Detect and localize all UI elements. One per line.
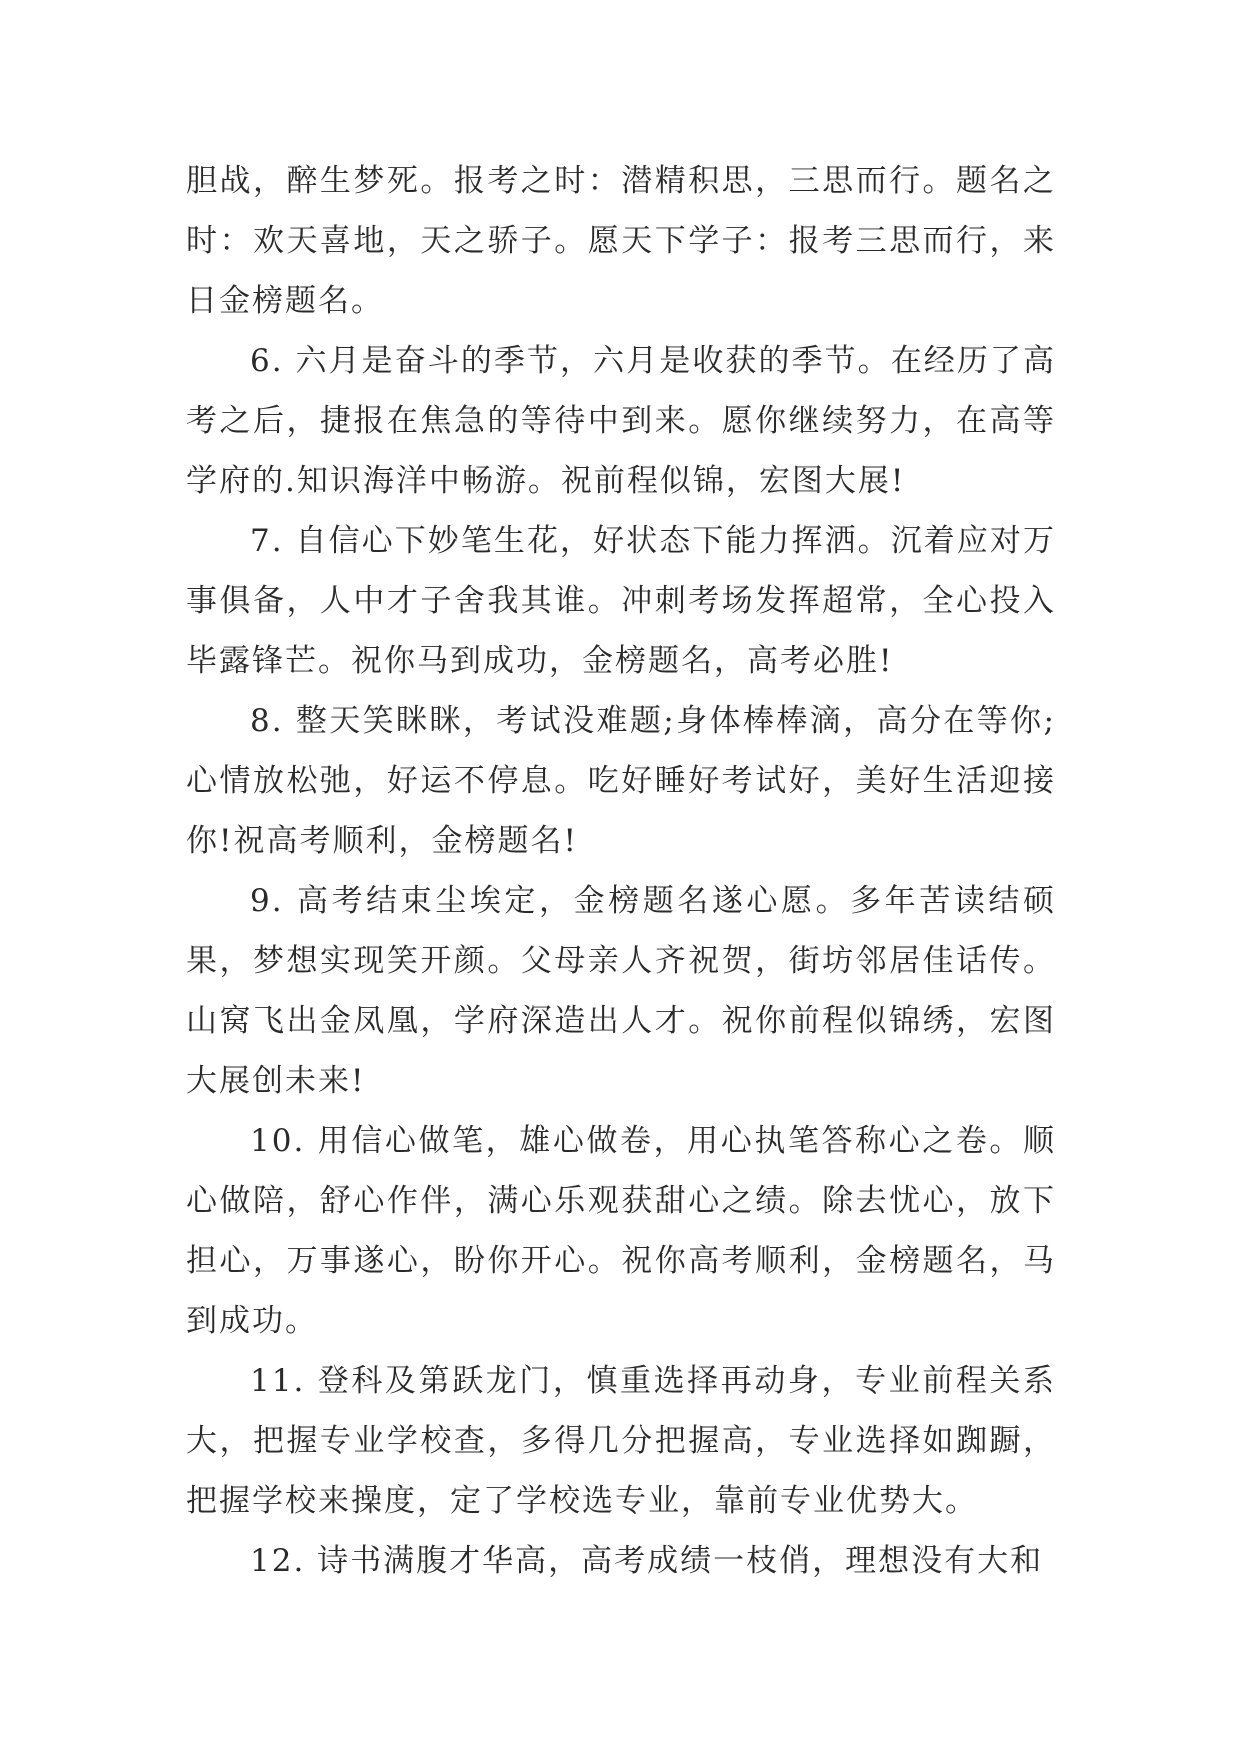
paragraph-item-12: 12. 诗书满腹才华高，高考成绩一枝俏，理想没有大和 — [250, 1543, 1044, 1579]
paragraph-item-6: 6. 六月是奋斗的季节，六月是收获的季节。在经历了高考之后，捷报在焦急的等待中到来。愿你继续努力，在高等学府的.知识海洋中畅游。祝前程似锦，宏图大展! — [186, 343, 1056, 499]
paragraph-item-11: 11. 登科及第跃龙门，慎重选择再动身，专业前程关系大，把握专业学校查，多得几分把握高，专业选择如踟蹰，把握学校来操度，定了学校选专业，靠前专业优势大。 — [186, 1363, 1056, 1519]
paragraph-item-10: 10. 用信心做笔，雄心做卷，用心执笔答称心之卷。顺心做陪，舒心作伴，满心乐观获甜心之绩。除去忧心，放下担心，万事遂心，盼你开心。祝你高考顺利，金榜题名，马到成功。 — [186, 1123, 1056, 1339]
document-body — [186, 151, 1056, 1591]
paragraph-item-9: 9. 高考结束尘埃定，金榜题名遂心愿。多年苦读结硕果，梦想实现笑开颜。父母亲人齐祝贺，街坊邻居佳话传。山窝飞出金凤凰，学府深造出人才。祝你前程似锦绣，宏图大展创未来! — [186, 883, 1056, 1099]
paragraph-continuation: 胆战，醉生梦死。报考之时：潜精积思，三思而行。题名之时：欢天喜地，天之骄子。愿天下学子：报考三思而行，来日金榜题名。 — [186, 163, 1056, 319]
paragraph-item-7: 7. 自信心下妙笔生花，好状态下能力挥洒。沉着应对万事俱备，人中才子舍我其谁。冲刺考场发挥超常，全心投入毕露锋芒。祝你马到成功，金榜题名，高考必胜! — [186, 523, 1056, 679]
paragraph-item-8: 8. 整天笑眯眯，考试没难题;身体棒棒滴，高分在等你;心情放松弛，好运不停息。吃好睡好考试好，美好生活迎接你!祝高考顺利，金榜题名! — [186, 703, 1056, 859]
